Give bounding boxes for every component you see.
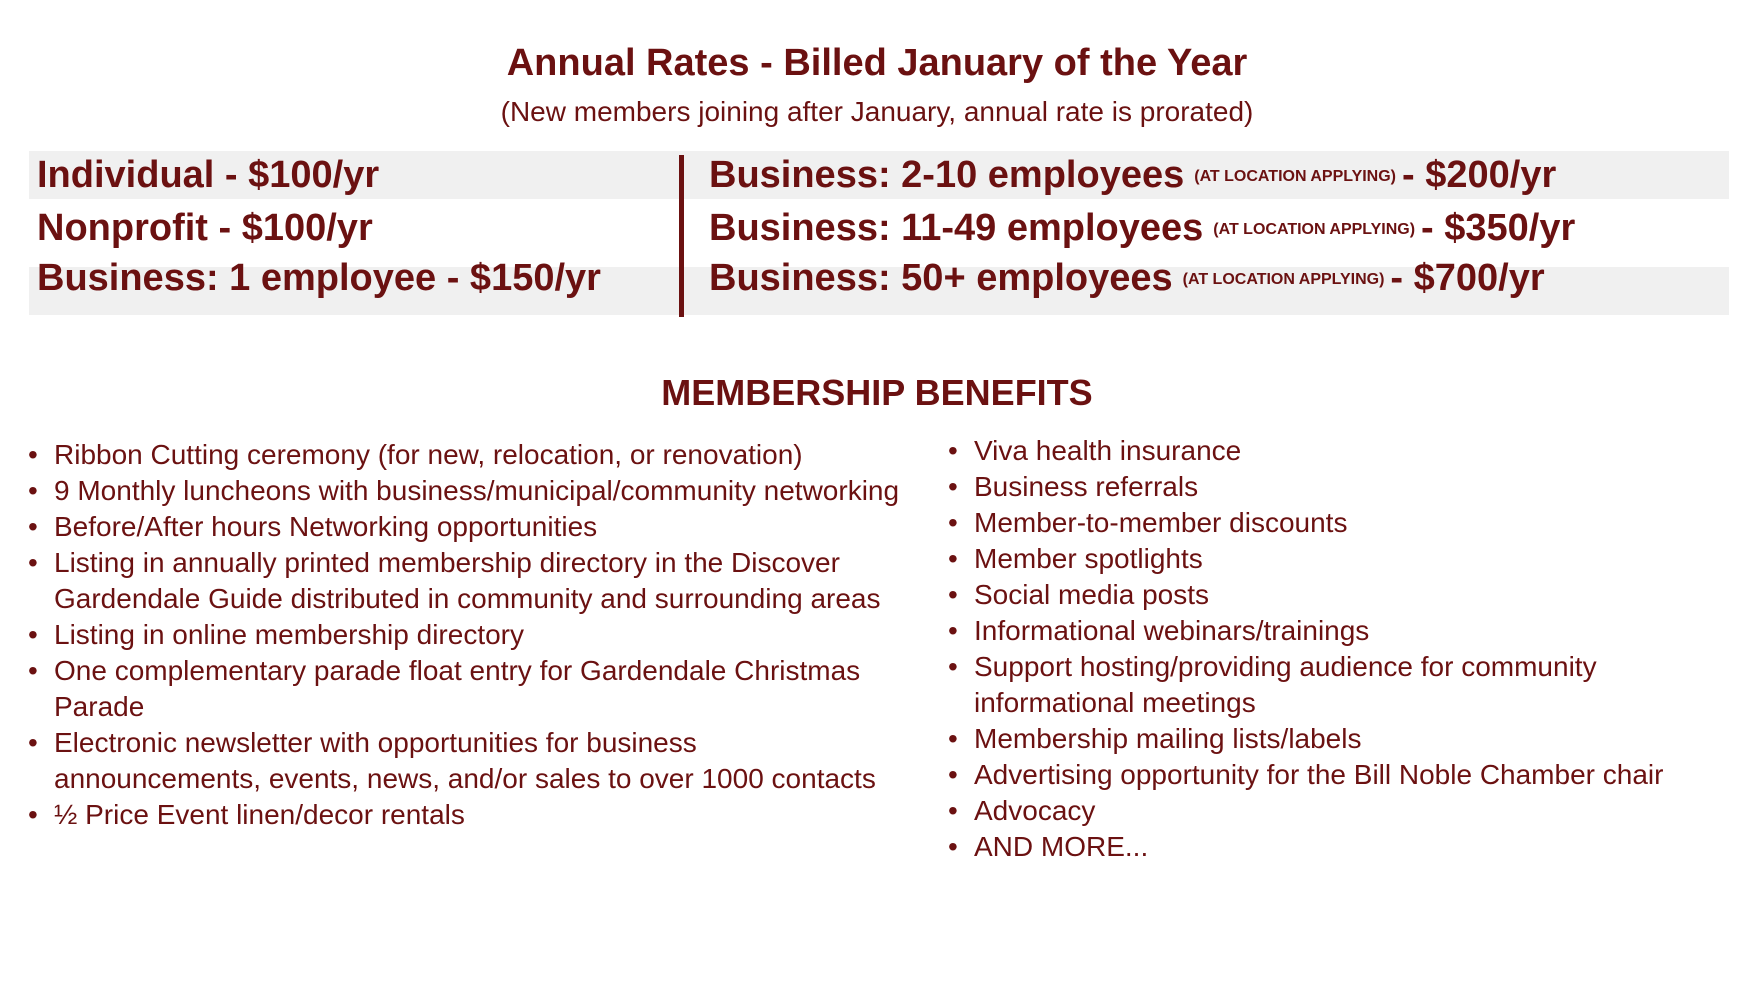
benefits-heading: MEMBERSHIP BENEFITS [661,372,1093,413]
list-item: • ½ Price Event linen/decor rentals [28,797,908,833]
rate-price: - $700/yr [1390,257,1545,299]
rate-business-50-plus [709,254,1545,304]
list-item: • Listing in online membership directory [28,617,908,653]
rate-nonprofit: Nonprofit - $100/yr [37,207,373,249]
list-item: • Ribbon Cutting ceremony (for new, relocation, or renovation) [28,437,908,473]
page-subtitle: (New members joining after January, annual rate is prorated) [500,96,1254,127]
list-item: • Advertising opportunity for the Bill Noble Chamber chair [948,757,1748,793]
list-item: • AND MORE... [948,829,1748,865]
rate-note: (AT LOCATION APPLYING) [1194,168,1397,185]
rate-individual: Individual - $100/yr [37,154,380,196]
list-item: • One complementary parade float entry for Gardendale Christmas Parade [28,653,908,725]
list-item: • Support hosting/providing audience for community informational meetings [948,649,1748,721]
benefits-list-right [948,433,1748,865]
list-item: • Viva health insurance [948,433,1748,469]
list-item: • Before/After hours Networking opportunities [28,509,908,545]
page-title: Annual Rates - Billed January of the Year [506,42,1248,84]
rate-label: Business: 2-10 employees [709,154,1185,196]
rate-note: (AT LOCATION APPLYING) [1213,221,1416,238]
list-item: • Listing in annually printed membership directory in the Discover Gardendale Guide distributed in community and surrounding areas [28,545,908,617]
rates-table [29,151,1729,317]
list-item: • Advocacy [948,793,1748,829]
rate-note: (AT LOCATION APPLYING) [1182,271,1385,288]
rate-business-2-10 [709,151,1556,201]
rate-business-11-49 [709,204,1575,254]
list-item: • 9 Monthly luncheons with business/municipal/community networking [28,473,908,509]
rate-label: Business: 50+ employees [709,257,1173,299]
benefits-list-left [28,437,908,833]
list-item: • Business referrals [948,469,1748,505]
rates-divider [679,155,684,317]
list-item: • Membership mailing lists/labels [948,721,1748,757]
list-item: • Social media posts [948,577,1748,613]
rate-price: - $350/yr [1421,207,1576,249]
list-item: • Member spotlights [948,541,1748,577]
list-item: • Informational webinars/trainings [948,613,1748,649]
rate-business-1: Business: 1 employee - $150/yr [37,257,601,299]
rate-price: - $200/yr [1402,154,1557,196]
list-item: • Electronic newsletter with opportunities for business announcements, events, news, and/or sales to over 1000 contacts [28,725,908,797]
list-item: • Member-to-member discounts [948,505,1748,541]
rate-label: Business: 11-49 employees [709,207,1204,249]
